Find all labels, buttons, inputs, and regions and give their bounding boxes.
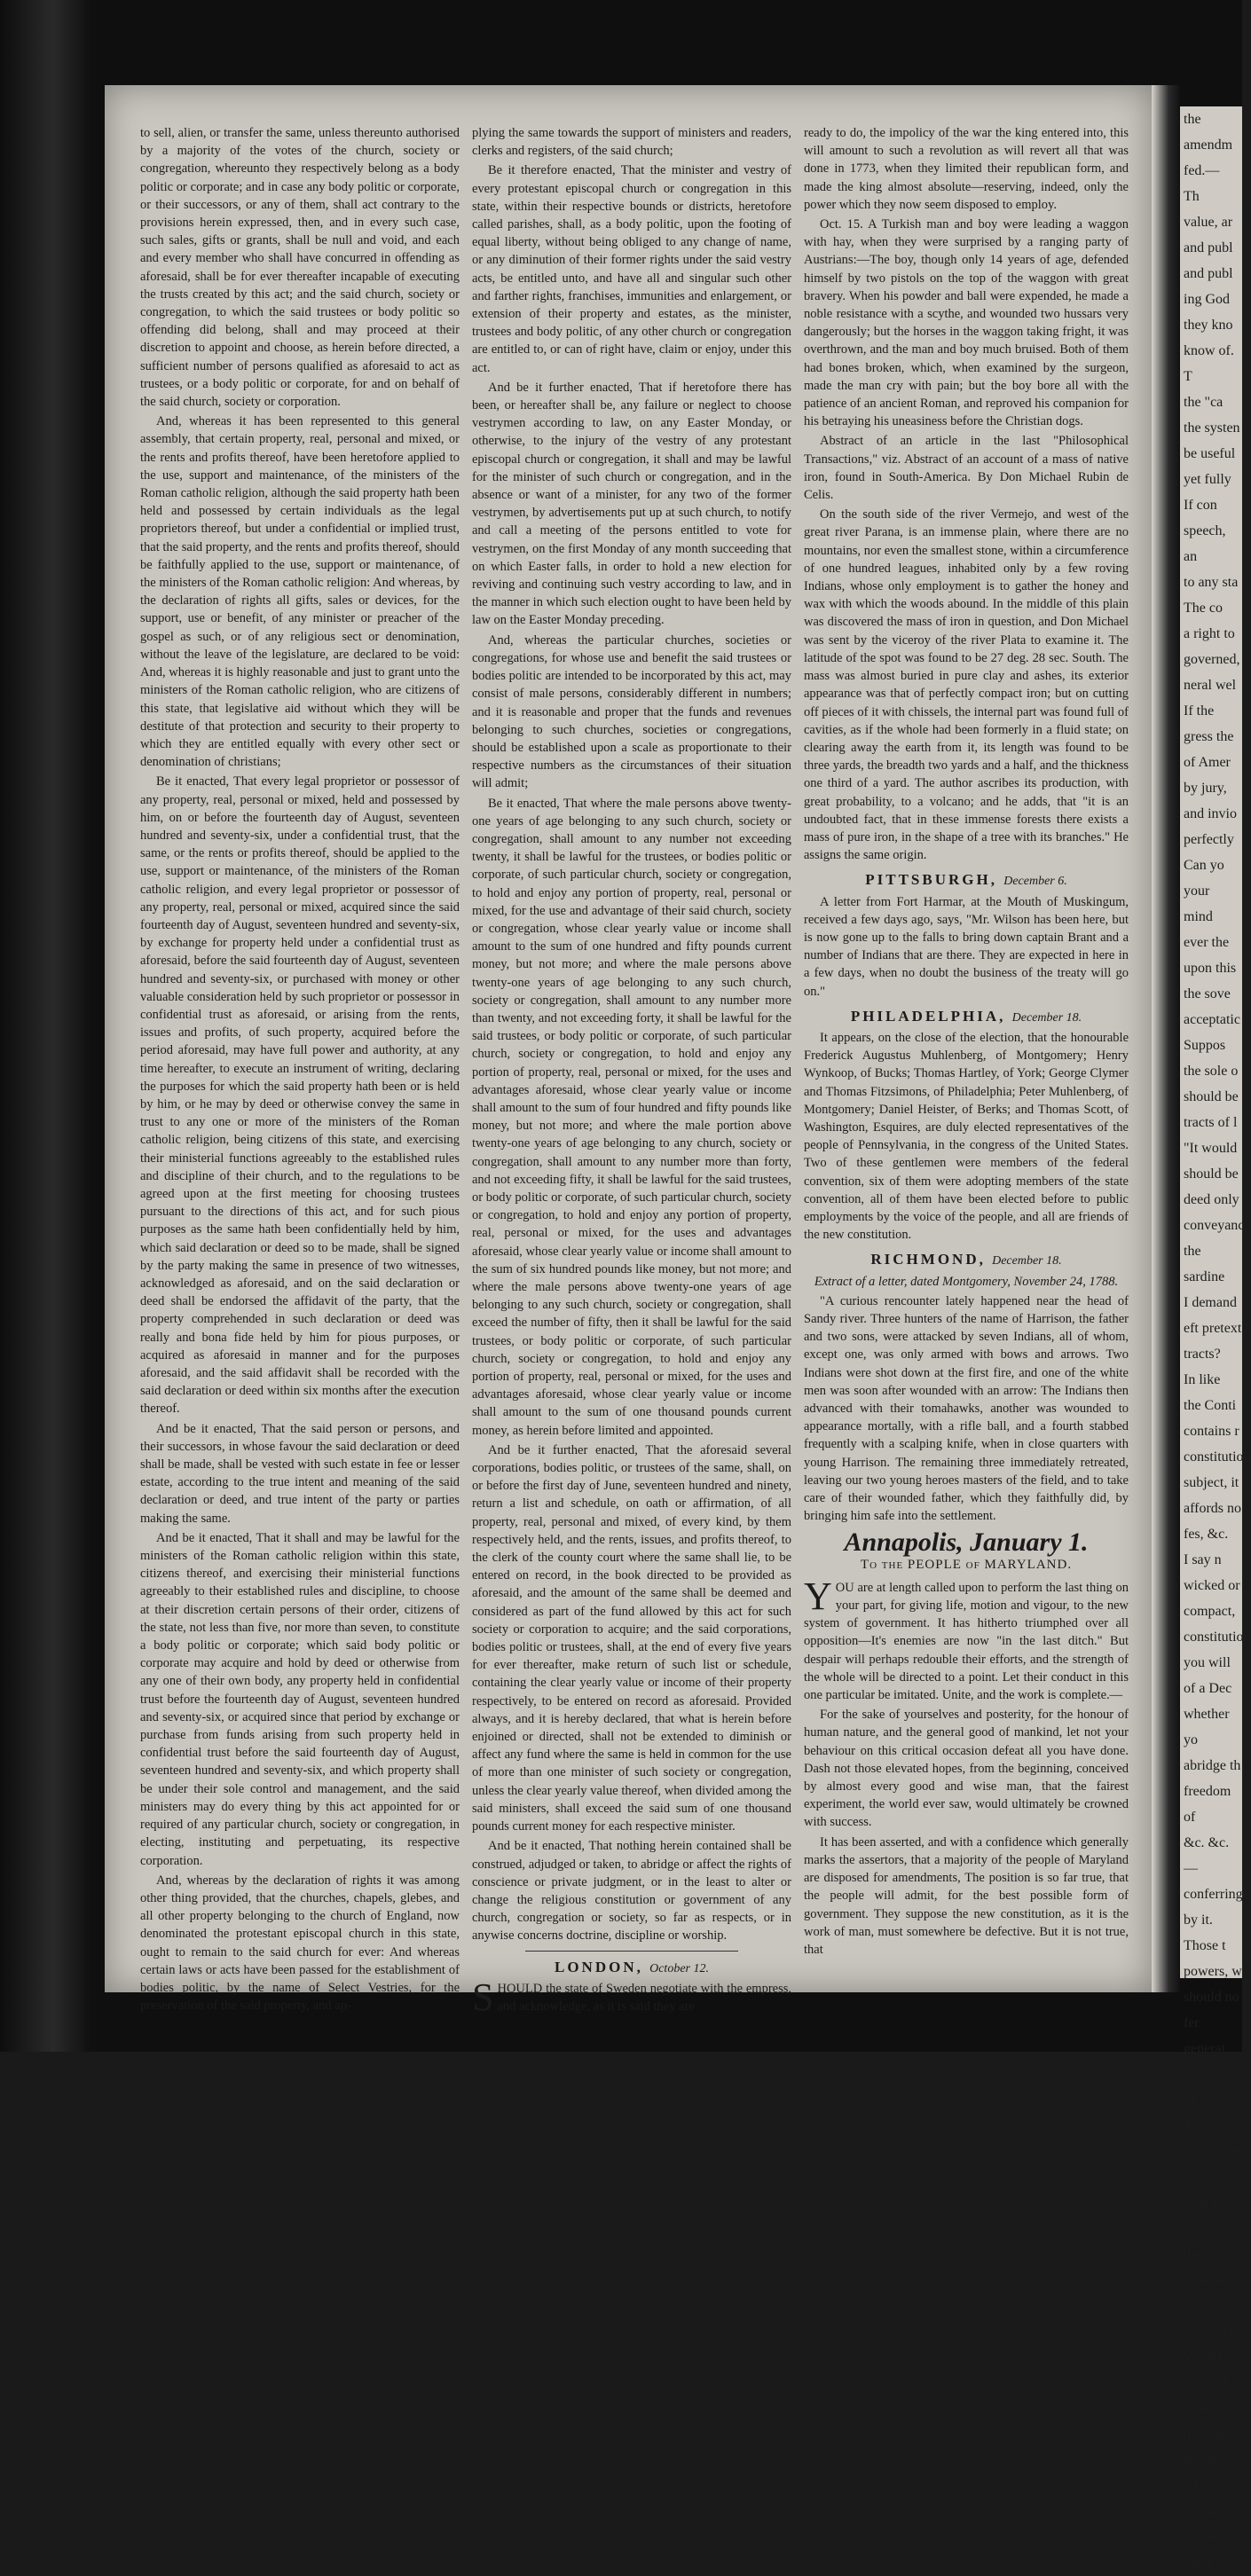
adjacent-page-line: of Americ: [1184, 2273, 1241, 2288]
richmond-date: December 18.: [992, 1254, 1062, 1268]
richmond-subheading: Extract of a letter, dated Montgomery, November 24, 1788.: [814, 1274, 1119, 1289]
adjacent-page-line: I say n: [1184, 1552, 1222, 1567]
adjacent-page-line: speech, an: [1184, 523, 1226, 564]
philadelphia-date: December 18.: [1011, 1010, 1082, 1025]
col1-paragraph: to sell, alien, or transfer the same, unless thereunto authorised by a majority of the votes of the church, society or congregation, whereunto they respectively belong as a body politic or corporate; and in case any body politic or corporate, or their successors, or any of them, shall act contrary to the provisions herein expressed, then, and in every such case, such sales, gifts or grants, shall be null and void, and each and every member who shall have concurred in offending as aforesaid, shall be for ever thereafter incapable of executing the trusts created by this act; and the said church, society or congregation, to which the said trustees or body politic so offending did belong, shall and may proceed at their discretion to appoint and choose, as herein before directed, a sufficient number of persons qualified as aforesaid to act as trustees, or a body politic or corporate, for and on behalf of the said church, society or corporation.: [140, 126, 460, 410]
annapolis-heading: Annapolis, January 1.: [844, 1528, 1089, 1558]
annapolis-paragraph: It has been asserted, and with a confidence which generally marks the assertors, that a majority of the people of Maryland are disposed for amendments, The position is so far true, that the people will admit, for the best possible form of government. They suppose the new constitution, as it is the work of man, must somewhere be defective. But it is not true, that: [804, 1834, 1129, 1957]
adjacent-page-line: tion, whic: [1184, 2170, 1240, 2185]
col3-paragraph: ready to do, the impolicy of the war the king entered into, this will amount to such a revolution as will revert all that was done in 1773, when they limited their republican form, and made the king almost absolute—reserving, indeed, only the power which they now seem disposed to employ.: [804, 126, 1129, 212]
adjacent-page-line: should be: [1184, 1089, 1239, 1104]
adjacent-page-line: subject, it: [1184, 1475, 1239, 1490]
adjacent-page-line: ever the: [1184, 935, 1230, 950]
adjacent-page-line: Would: [1184, 2504, 1222, 2519]
adjacent-page-line: of the peo: [1184, 2093, 1240, 2108]
annapolis-paragraph: [804, 1574, 1129, 1704]
adjacent-page-line: of Amer: [1184, 755, 1231, 770]
adjacent-page-line: the sole o: [1184, 1064, 1239, 1079]
adjacent-page-line: tracts of l: [1184, 1115, 1238, 1130]
column-1: [140, 124, 460, 2016]
adjacent-page-line: by it.: [1184, 1912, 1213, 1928]
adjacent-page-line: the "ca: [1184, 395, 1223, 410]
annapolis-paragraph: For the sake of yourselves and posterity, for the honour of human nature, and the general good of mankind, let not your behaviour on this critical occasion defeat all you have done. Dash not those elevated hopes, from the beginning, conceived by almost every good and wise man, that the fairest experiment, the world ever saw, would ultimately be crowned with success.: [804, 1708, 1129, 1830]
col2-paragraph: And, whereas the particular churches, societies or congregations, for whose use and benefit the said trustees or bodies politic are intended to be incorporated by this act, may consist of male persons, considerably different in numbers; and it is reasonable and proper that the funds and revenues belonging to such churches, societies or congregations, should be established upon a scale as proportionate to their respective numbers as the circumstances of their situation will admit;: [472, 632, 791, 791]
adjacent-page-line: compact,: [1184, 1604, 1236, 1619]
col1-paragraph: And, whereas by the declaration of rights it was among other thing provided, that the churches, chapels, glebes, and all other property belonging to the church of England, now denominated the protestant episcopal church in this state, ought to remain to the said church for ever: And whereas certain laws or acts have been passed for the establishment of bodies politic, by the name of Select Vestries, for the preservation of the said property, and ap-: [140, 1873, 460, 2014]
adjacent-page-line: and invio: [1184, 806, 1237, 821]
pittsburgh-heading: PITTSBURGH,: [865, 871, 997, 889]
adjacent-page-line: I mean: [1184, 2401, 1223, 2416]
adjacent-page-line: whether yo: [1184, 1707, 1230, 1747]
adjacent-page-line: and publ: [1184, 266, 1233, 281]
adjacent-page-line: fed.—: [1184, 163, 1220, 178]
london-paragraph: [472, 1975, 791, 2019]
adjacent-page-line: should be: [1184, 1166, 1239, 1182]
adjacent-page-line: constitution: [1184, 1630, 1251, 1645]
col1-paragraph: And be it enacted, That it shall and may be lawful for the ministers of the Roman catholic religion within this state, citizens thereof, and exercising their ministerial functions agreeably to their established rules and discipline, to choose at their discretion certain persons of their order, citizens of the state, not less than five, nor more than seven, to constitute a body politic or corporate; which said body politic or corporate may acquire and hold by deed or otherwise from any one of their own body, any property held in confidential trust before the fourteenth day of August, seventeen hundred and seventy-six, or acquired since that period by exchange or purchase from funds arising from such property held in confidential trust before the said fourteenth day of August, seventeen hundred and seventy-six, and which property shall be under their sole control and management, and the said ministers may do every thing by this act appointed for or required of any particular church, society or congregation, in electing, instituting and perpetuating, its respective corporation.: [140, 1530, 460, 1868]
adjacent-page-line: The u: [1184, 2118, 1216, 2133]
adjacent-page-line: and every: [1184, 2067, 1239, 2082]
col2-paragraph: And be it further enacted, That if heretofore there has been, or hereafter shall be, any failure or neglect to choose vestrymen according to law, on any Easter Monday, or otherwise, to the injury of the vestry of any protestant episcopal church or congregation, it shall and may be lawful for the minister of such church or congregation, and in the absence or want of a minister, for any two of the former vestrymen, by advertisements put up at such church, to notify and call a meeting of the persons entitled to vote for vestrymen, on the first Monday of any month succeeding that on which Easter falls, in order to hold a new election for reviving and continuing such vestry according to law, and in the manner in which such election ought to have been held by law on the Easter Monday preceding.: [472, 380, 791, 628]
adjacent-page-line: It is n: [1184, 2298, 1216, 2313]
adjacent-page-line: your mind: [1184, 884, 1213, 924]
adjacent-page-line: yet fully: [1184, 472, 1231, 487]
adjacent-page-line: and publ: [1184, 240, 1233, 255]
adjacent-page-line: value, ar: [1184, 215, 1233, 230]
adjacent-page-line: Those t: [1184, 1938, 1226, 1953]
adjacent-page-line: perfectly: [1184, 832, 1234, 847]
col2-paragraph: Be it enacted, That where the male persons above twenty-one years of age belonging to any such church, society or congregation, shall amount to any number not exceeding twenty, it shall be lawful for the trustees, or bodies politic or corporate, of such particular church, society or congregation, to hold and enjoy any portion of property, real, personal or mixed, for the use and advantage of their said church, society or congregation, whose clear yearly value or income shall amount to the sum of one hundred and fifty pounds current money, but not more; and where the male persons above twenty-one years of age belonging to any such church, society or congregation, shall amount to any number more than twenty, and not exceeding forty, it shall be lawful for the said trustees, or body politic or corporate, of such particular church, society or congregation, to hold and enjoy any portion of property, real, personal or mixed, for the uses and advantages aforesaid, whose clear yearly value or income shall amount to the sum of four hundred and fifty pounds like money, but not more; and where the male portion above twenty-one years of age belonging to any church, society or congregation, shall amount to any number more than forty, and not exceeding fifty, it shall be lawful for the said trustees, or body politic or corporate, of such particular church, society or congregation, to hold and enjoy any portion of property, real, personal or mixed, for the uses and advantages aforesaid, whose clear yearly value or income shall amount to the sum of six hundred pounds like money, but not more; and where the male persons above twenty-one years of age belonging to any such church, society or congregation, shall exceed the number of fifty, then it shall be lawful for the said trustees, or body politic or corporate, of such particular church, society or congregation, to hold and enjoy any portion of property, real, personal or mixed, for the uses and advantages aforesaid, whose clear yearly value or income shall amount to the sum of one thousand pounds current money, as herein before limited and appointed.: [472, 796, 791, 1438]
adjacent-page-line: tracts?: [1184, 1347, 1221, 1362]
dropcap-s: S: [472, 1975, 494, 2019]
adjacent-page-line: immediate: [1184, 2324, 1244, 2339]
col1-paragraph: Be it enacted, That every legal proprietor or possessor of any property, real, personal or mixed, held and possessed by him, on or before the fourteenth day of August, seventeen hundred and seventy-six, under a confidential trust, that the same, or the rents or profits thereof, should be applied to the use, support or maintenance, of the ministers of the Roman catholic religion, and every legal proprietor or possessor of any property, real, personal or mixed, acquired since the said fourteenth day of August, seventeen hundred and seventy-six, by exchange for property held under a confidential trust as aforesaid, before the said fourteenth day of August, seventeen hundred and seventy-six, or purchased with money or other valuable consideration held by such proprietor or possessor in confidential trust as aforesaid, or arising from the rents, issues and profits, of such property, acquired before the period aforesaid, may have full power and authority, at any time hereafter, to execute an instrument of writing, declaring the purposes for which the said property hath been or is held by him, or he may by deed or otherwise convey the same in trust to any one or more of the ministers of the Roman catholic religion, being citizens of this state, and exercising their ministerial functions agreeably to the established rules and discipline of their church, and to the regulations to be agreed upon at the first meeting for choosing trustees pursuant to the directions of this act, and for such pious purposes as the same hath been confidentially held by him, which said declaration or deed so to be made, shall be signed by the party making the same in presence of two witnesses, acknowledged as aforesaid, and on the said declaration or deed shall be endorsed the affidavit of the party, that the property comprehended in such declaration or deed was really and bona fide held by him for pious purposes, or acquired as aforesaid in manner and for the purposes aforesaid, and the said affidavit shall be recorded with the said declaration or deed within six months after the execution thereof.: [140, 774, 460, 1417]
adjacent-page-line: acceptatic: [1184, 1012, 1240, 1027]
adjacent-page-line: fes, &c.: [1184, 1527, 1229, 1542]
adjacent-page-line: thing for: [1184, 2556, 1233, 2571]
adjacent-page-line: gress the: [1184, 729, 1234, 744]
adjacent-page-line: If con: [1184, 498, 1217, 513]
london-dateline: [472, 1959, 791, 1978]
adjacent-page-line: powers, w: [1184, 1964, 1242, 1979]
adjacent-page-line: Suppos: [1184, 1038, 1226, 1053]
adjacent-page-line: the conce: [1184, 2247, 1238, 2262]
address-heading: To the PEOPLE of MARYLAND.: [860, 1557, 1073, 1572]
adjacent-page-line: the sardine: [1184, 1244, 1225, 1284]
adjacent-page-line: the sove: [1184, 986, 1231, 1001]
col3-paragraph: On the south side of the river Vermejo, and west of the great river Parana, is an immense plain, where there are no mountains, nor even the smallest stone, within a circumference of one hundred leagues, inhabited only by a few roving Indians, whose only employment is to gather the honey and wax with which the woods abound. In the middle of this plain was discovered the mass of iron in question, and Don Michael was sent by the viceroy of the river Plata to examine it. The latitude of the spot was found to be 27 deg. 28 sec. South. The mass was almost buried in pure clay and ashes, its exterior appearance was that of perfectly compact iron; but on cutting off pieces of it with chissels, the internal part was found full of cavities, as if the whole had been formerly in a fluid state; on clearing away the earth from it, its length was found to be three yards, the breadth two yards and a half, and the thickness one third of a yard. The author ascribes its production, with great probability, to a volcano; and he adds, that "it is an undoubted fact, that in these immense forests there exists a mass of pure iron, in the shape of a tree with its branches." He assigns the same origin.: [804, 507, 1129, 863]
pittsburgh-date: December 6.: [1003, 875, 1067, 889]
adjacent-page-line: tempest: [1184, 2530, 1228, 2545]
col3-paragraph: Abstract of an article in the last "Philosophical Transactions," viz. Abstract of an account of a mass of native iron, found in South-America. By Don Michael Rubin de Celis.: [804, 434, 1129, 503]
newspaper-page: [105, 85, 1152, 2019]
col2-paragraph: Be it therefore enacted, That the minister and vestry of every protestant episcopal church or congregation in this state, within their respective bounds or districts, heretofore called parishes, shall, as a body politic, upon the footing of equal liberty, without being obliged to any change of name, or any diminution of their former rights under the said vestry acts, be entitled unto, and have all and singular such other and farther rights, franchises, immunities and enlargement, or extension of their property and estates, as the minister, trustees and body politic, of any other church or congregation are entitled to, or can of right have, claim or enjoy, under this act.: [472, 163, 791, 375]
col1-paragraph: And be it enacted, That the said person or persons, and their successors, in whose favour the said declaration or deed shall be made, shall be vested with such estate in fee or lesser estate, according to the true intent and meaning of the said declaration or deed, and true intent of the party or parties making the same.: [140, 1421, 460, 1526]
adjacent-page-line: "It would: [1184, 1141, 1238, 1156]
london-heading: LONDON,: [554, 1958, 643, 1975]
adjacent-page-line: of a Dec: [1184, 1681, 1232, 1696]
adjacent-page-line: The co: [1184, 601, 1223, 616]
adjacent-page-line: In like: [1184, 1372, 1221, 1387]
adjacent-page-line: neral wel: [1184, 678, 1237, 693]
col3-paragraph: Oct. 15. A Turkish man and boy were leading a waggon with hay, when they were surprised by a ranging party of Austrians:—The boy, though only 14 years of age, defended himself by two pistols on the top of the waggon with great bravery. When his powder and ball were expended, he made a noble resistance with a scythe, and wounded two hussars very dangerously; but the horses in the waggon taking fright, it was overthrown, and the man and boy much bruised. Both of them had bones broken, which, when examined by the surgeon, made the man cry with pain; but the boy bore all with the patience of an ancient Roman, and reproved his companion for his betraying his uneasiness before the Christian dogs.: [804, 217, 1129, 429]
annapolis-text: OU are at length called upon to perform the last thing on your part, for giving life, motion and vigour, to the new system of government. It has hitherto triumphed over all opposition—It's enemies are now "in the last ditch." But despair will perhaps redouble their efforts, and the strength of the whole will be directed to a point. Let their conduct in this one particular be imitated. Unite, and the work is complete.—: [804, 1580, 1129, 1703]
pittsburgh-dateline: [804, 871, 1129, 891]
adjacent-page-line: I demand: [1184, 1295, 1237, 1310]
adjacent-page-line: affords no: [1184, 1501, 1242, 1516]
adjacent-page-line: &c. &c.—: [1184, 1835, 1230, 1876]
adjacent-page-line: national c: [1184, 2221, 1239, 2236]
richmond-paragraph: "A curious rencounter lately happened near the head of Sandy river. Three hunters of the name of Harrison, the father and two sons, were attacked by seven Indians, all of whom, except one, was only armed with bows and arrows. Two Indians were shot down at the first fire, and one of the white men was soon after wounded with an arrow: The Indians then advanced with their tomahawks, another was wounded to appearance mortally, with a rifle ball, and a fourth stabbed frequently with a scalping knife, when in close quarters with young Harrison. The remaining three immediately retreated, leaving our two young heroes masters of the field, and to take care of their wounded father, which they faithfully did, by bringing him safe into the settlement.: [804, 1293, 1129, 1524]
adjacent-page-line: amendmen: [1184, 2144, 1247, 2159]
adjacent-page-line: a bill of: [1184, 2376, 1228, 2391]
adjacent-page-line: eft pretext: [1184, 1321, 1242, 1336]
adjacent-page-line: contains r: [1184, 1424, 1239, 1439]
adjacent-page-line: If the: [1184, 703, 1215, 719]
richmond-dateline: [804, 1251, 1129, 1270]
adjacent-page-line: the Conti: [1184, 1398, 1237, 1413]
adjacent-page-line: arbitrary: [1184, 2478, 1233, 2494]
pittsburgh-paragraph: A letter from Fort Harmar, at the Mouth of Muskingum, received a few days ago, says, "Mr. Wilson has been here, but is now gone up to the falls to bring down captain Brant and a number of Indians that are there. They are expected in here in a few days, when no doubt the business of the treaty will go on.": [804, 894, 1129, 999]
adjacent-page-line: be useful: [1184, 446, 1236, 461]
adjacent-page-line: should no: [1184, 1990, 1239, 2005]
adjacent-page-line: Can yo: [1184, 858, 1224, 873]
adjacent-page-fragment: [1180, 106, 1251, 2571]
adjacent-page-line: wicked or: [1184, 1578, 1240, 1593]
col2-paragraph: plying the same towards the support of ministers and readers, clerks and registers, of the said church;: [472, 126, 791, 159]
adjacent-page-line: the systen: [1184, 420, 1240, 436]
richmond-heading: RICHMOND,: [870, 1251, 986, 1268]
adjacent-page-line: know of.: [1184, 343, 1234, 358]
philadelphia-heading: PHILADELPHIA,: [850, 1007, 1006, 1025]
philadelphia-dateline: [804, 1008, 1129, 1027]
adjacent-page-line: fer generat: [1184, 2015, 1226, 2056]
adjacent-page-line: amendm: [1184, 137, 1233, 153]
adjacent-page-line: upon this: [1184, 961, 1237, 976]
adjacent-page-line: by jury,: [1184, 781, 1227, 796]
adjacent-page-line: the Ame: [1184, 2427, 1231, 2442]
book-gutter: [1152, 85, 1180, 1992]
adjacent-page-line: conveyanc: [1184, 1218, 1245, 1233]
philadelphia-paragraph: It appears, on the close of the election, that the honourable Frederick Augustus Muhlenberg, of Montgomery; Henry Wynkoop, of Bucks; Thomas Hartley, of York; George Clymer and Thomas Fitzsimons, of Philadelphia; Peter Muhlenberg, of Montgomery; Daniel Heister, of Berks; and Thomas Scott, of Washington, Esquires, are duly elected representatives of the people of Pennsylvania, in the congress of the United States. Two of these gentlemen were members of the federal convention, six of them were adopting members of the state convention, all of them have been elected before to public employments by the voice of the people, and all are friends of the new constitution.: [804, 1030, 1129, 1243]
adjacent-page-line: should be: [1184, 2453, 1239, 2468]
adjacent-page-line: freedom of: [1184, 1784, 1231, 1825]
adjacent-page-line: governed,: [1184, 652, 1240, 667]
column-3: [804, 124, 1129, 1960]
column-2: [472, 124, 791, 2017]
adjacent-page-line: a right to: [1184, 626, 1235, 641]
adjacent-page-line: Th: [1184, 189, 1200, 204]
dropcap-y: Y: [804, 1574, 832, 1618]
adjacent-page-line: May n: [1184, 2195, 1221, 2211]
adjacent-page-line: the: [1184, 112, 1201, 127]
adjacent-page-line: constitution: [1184, 1449, 1251, 1465]
col2-paragraph: And be it further enacted, That the aforesaid several corporations, bodies politic, or trustees of the same, shall, on or before the first day of June, seventeen hundred and ninety, return a list and schedule, on oath or affirmation, of all property, real, personal and mixed, of every kind, by them respectively held, and the rents, issues, and profits thereof, to the clerk of the county court where the same shall lie, to be entered on record, in the book directed to be provided as aforesaid, and the amount of the same shall be deemed and considered as part of the fund allowed by this act for such society or corporation to acquire; and the said corporations, bodies politic or trustees, shall, at the end of every five years for ever thereafter, make return of such list or schedule, containing the clear yearly value or income of their property respectively, to be entered on record as aforesaid. Provided always, and it is hereby declared, that what is herein before enjoined or directed, shall not be extended to diminish or affect any fund where the same is held in common for the use of more than one minister of such society or congregation, unless the clear yearly value thereof, when divided among the said ministers, shall exceed the said sum of one thousand pounds current money for each respective minister.: [472, 1442, 791, 1834]
col1-paragraph: And, whereas it has been represented to this general assembly, that certain property, real, personal and mixed, or the rents and profits thereof, have been heretofore applied to the use, support and maintenance, of the ministers of the Roman catholic religion, although the said property hath been held and possessed by certain individuals as the legal proprietors thereof, but under a confidential or implied trust, that the said property, and the rents and profits thereof, should be faithfully applied to the use, support or maintenance, of the ministers of the Roman catholic religion: And whereas, by the declaration of rights all gifts, sales or devices, for the support, use or benefit, of any minister or preacher of the gospel as such, or of any religious sect or denomination, without the leave of the legislature, are declared to be void: And, whereas it is highly reasonable and just to grant unto the ministers of the Roman catholic religion, who are citizens of this state, that legislative aid without which they will be destitute of that protection and security to their property to which they are entitled equally with every other sect or denomination of christians;: [140, 414, 460, 770]
adjacent-page-line: you will: [1184, 1655, 1231, 1670]
london-text: HOULD the state of Sweden negotiate with the empress, and acknowledge, as it is said they are: [497, 1981, 791, 2014]
divider: [525, 1951, 738, 1952]
london-date: October 12.: [649, 1961, 709, 1975]
adjacent-page-line: to any sta: [1184, 575, 1239, 590]
adjacent-page-line: conferring: [1184, 1887, 1243, 1902]
adjacent-page-line: ing God: [1184, 292, 1230, 307]
adjacent-page-line: deed only: [1184, 1192, 1239, 1207]
adjacent-page-line: abridge th: [1184, 1758, 1241, 1773]
adjacent-page-line: Would: [1184, 2350, 1222, 2365]
adjacent-page-line: T: [1184, 369, 1192, 384]
col2-paragraph: And be it enacted, That nothing herein contained shall be construed, adjudged or taken, to abridge or affect the rights of conscience or private judgment, or in the least to alter or change the religious constitution or government of any church, congregation or society, so far as respects, or in anywise concerns doctrine, discipline or worship.: [472, 1839, 791, 1944]
adjacent-page-line: they kno: [1184, 318, 1233, 333]
